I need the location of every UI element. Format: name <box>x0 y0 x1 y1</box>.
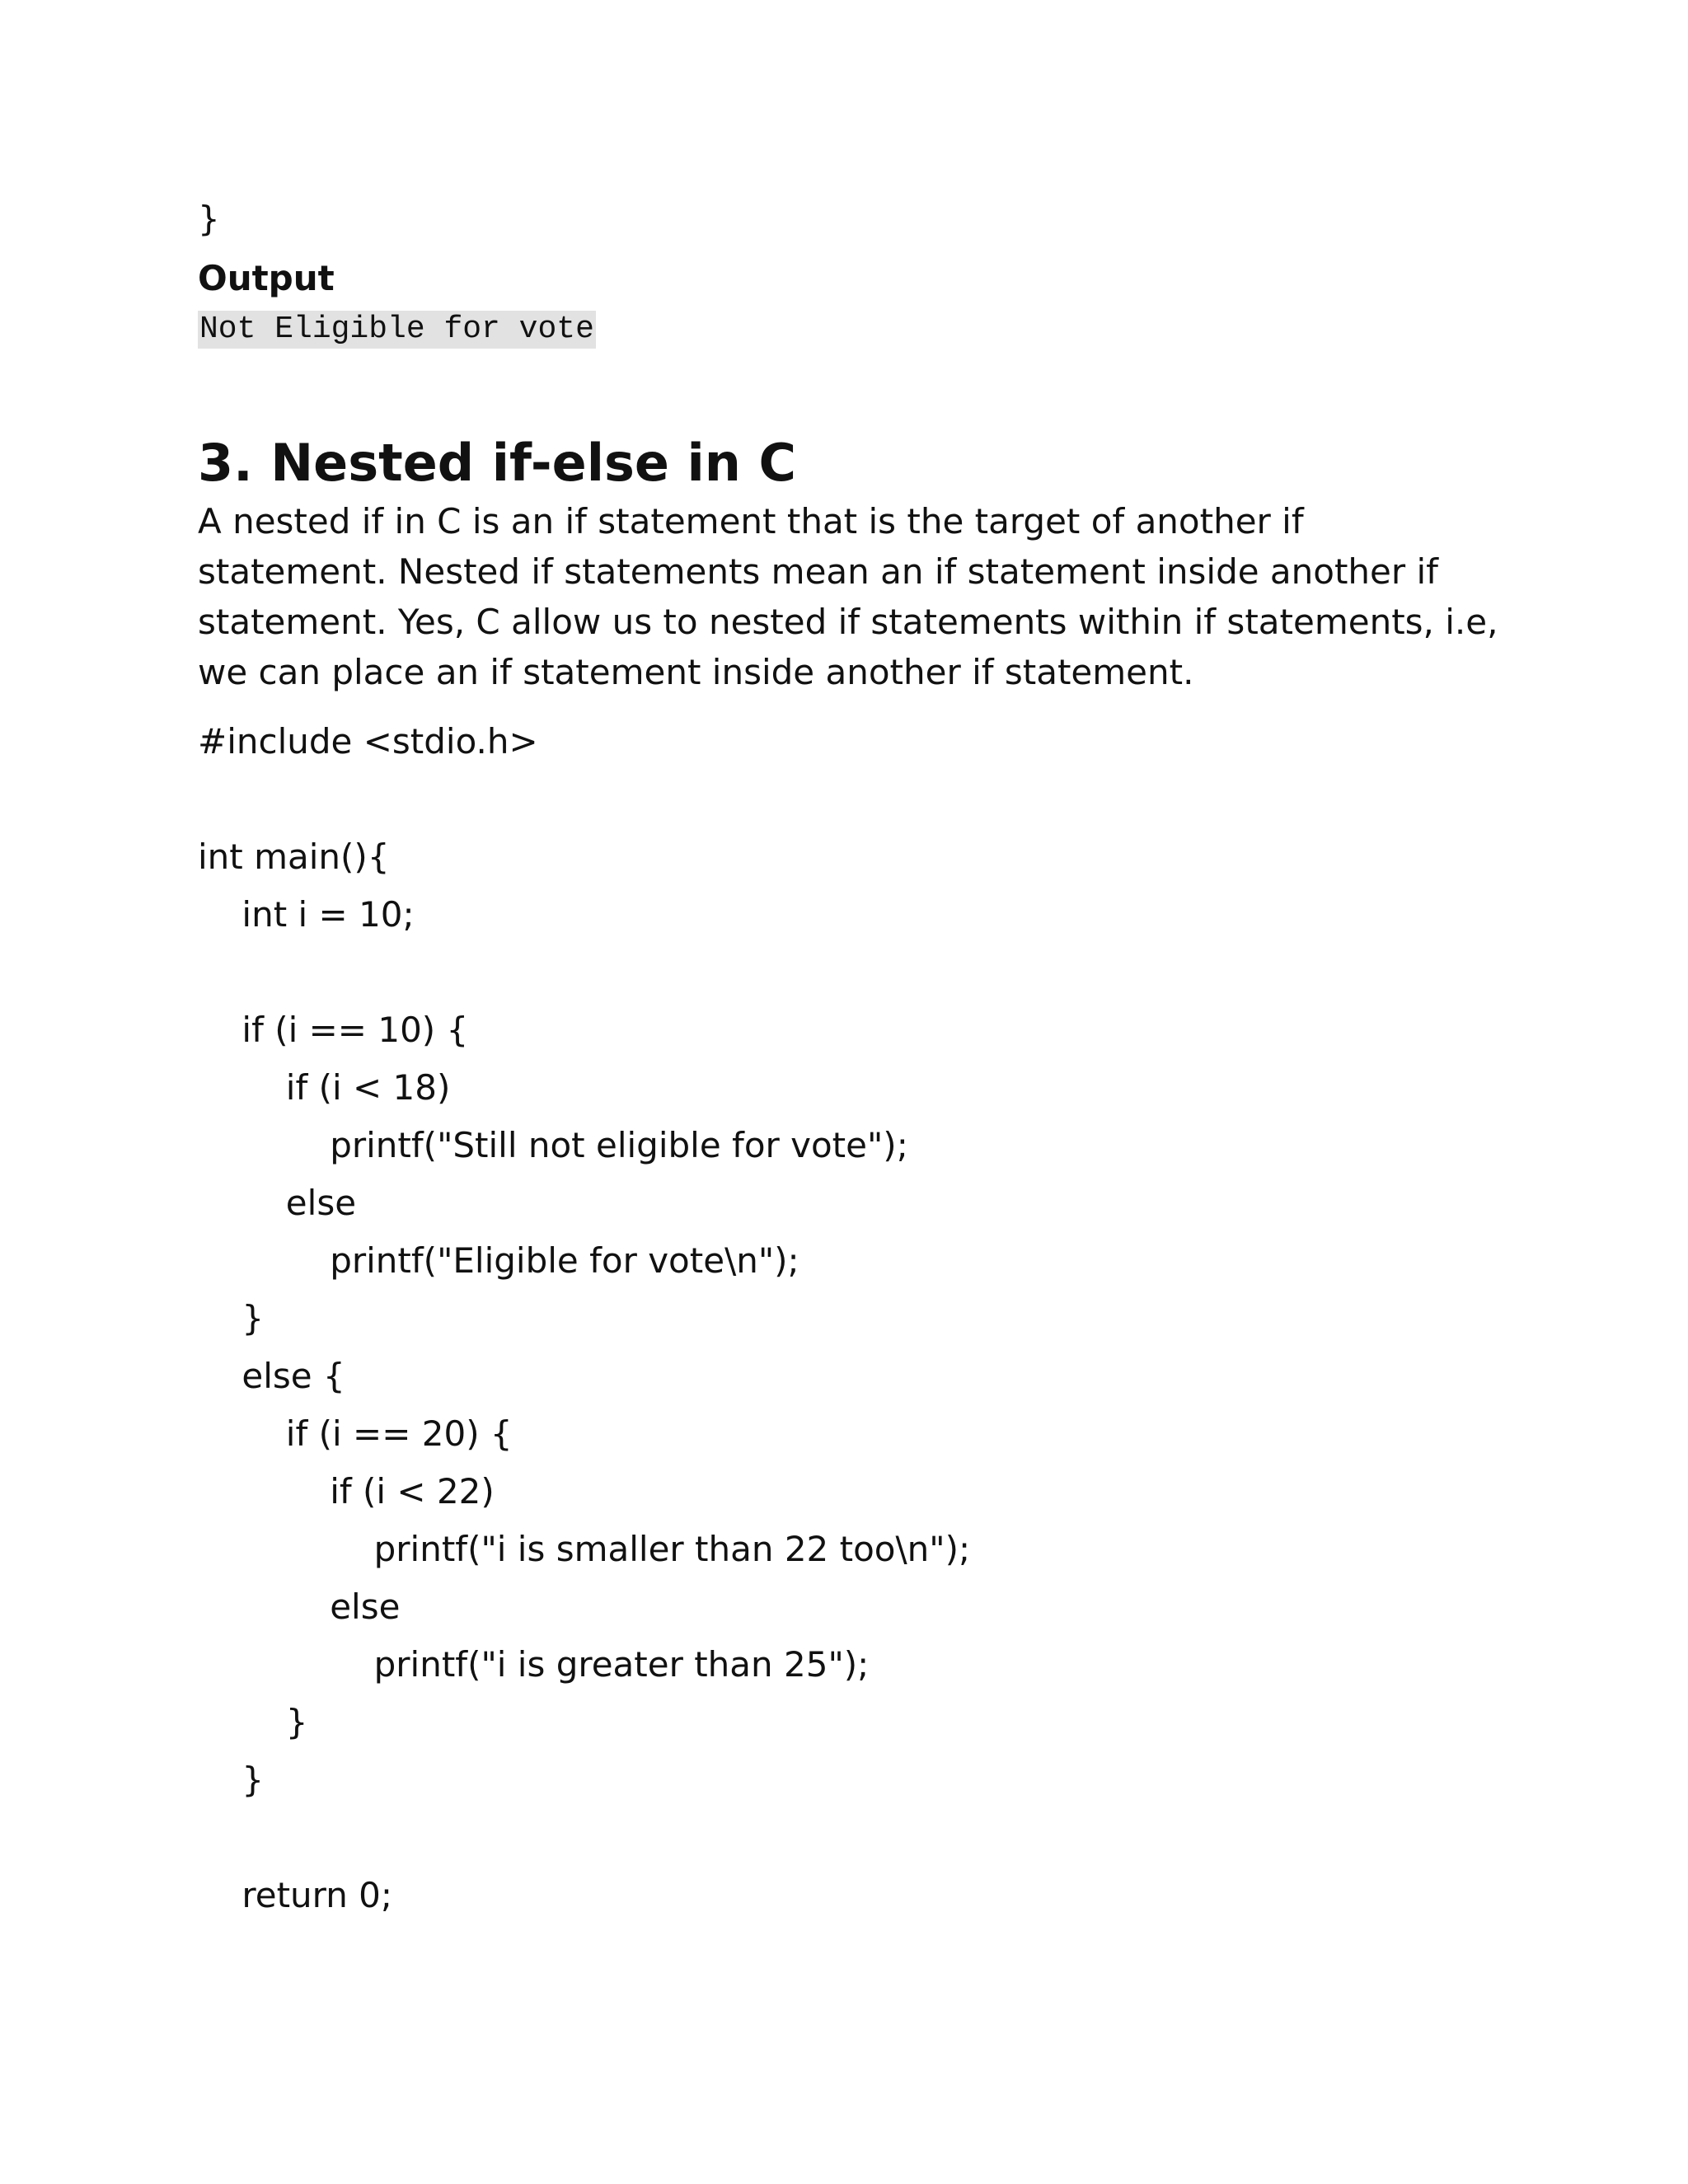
code-line: } <box>198 1702 308 1742</box>
code-line: else <box>198 1183 357 1223</box>
code-line: if (i < 18) <box>198 1067 451 1108</box>
code-line: int main(){ <box>198 837 390 877</box>
section-heading: 3. Nested if-else in C <box>198 433 796 493</box>
code-line: } <box>198 1298 265 1338</box>
code-line: #include <stdio.h> <box>198 721 538 762</box>
code-line: printf("Eligible for vote\n"); <box>198 1240 799 1281</box>
code-line: } <box>198 1760 265 1800</box>
code-line: else { <box>198 1356 345 1396</box>
output-value: Not Eligible for vote <box>199 312 594 347</box>
code-line: if (i == 20) { <box>198 1413 513 1454</box>
code-line: printf("i is smaller than 22 too\n"); <box>198 1529 971 1569</box>
output-label: Output <box>198 258 335 298</box>
closing-brace: } <box>198 199 220 239</box>
code-line: if (i < 22) <box>198 1471 495 1511</box>
code-line: printf("Still not eligible for vote"); <box>198 1125 908 1165</box>
code-line: if (i == 10) { <box>198 1010 469 1050</box>
code-line: return 0; <box>198 1875 393 1915</box>
code-line: printf("i is greater than 25"); <box>198 1644 870 1685</box>
section-paragraph: A nested if in C is an if statement that is the target of another if statement. Nested if statements mean an if statement inside another if statement. Yes, C allow us to nested if statements within if statements, i.e, we can place an if statement inside another if statement. <box>198 501 1498 692</box>
code-line: int i = 10; <box>198 894 415 935</box>
code-line: else <box>198 1586 401 1627</box>
